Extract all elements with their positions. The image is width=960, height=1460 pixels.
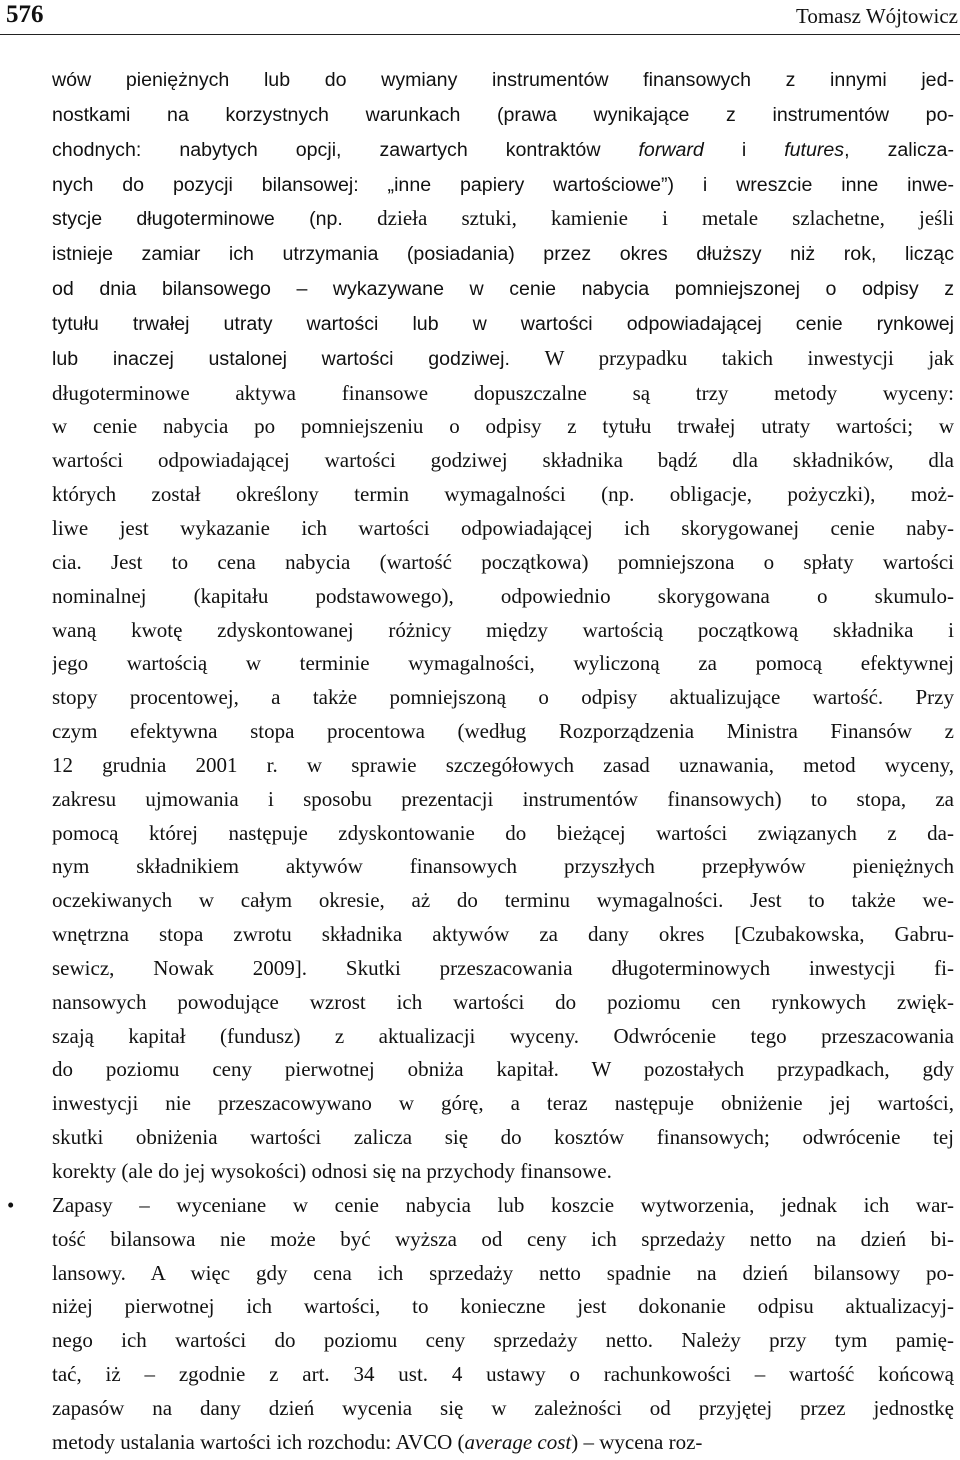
text-segment: nym składnikiem aktywów finansowych przyszłych przepływów pieniężnych: [52, 854, 954, 879]
text-segment: waną kwotę zdyskontowanej różnicy między wartością początkową składnika i: [52, 617, 954, 642]
text-segment: do poziomu ceny pierwotnej obniża kapitał. W pozostałych przypadkach, gdy: [52, 1057, 954, 1082]
continuation-line: [52, 614, 954, 648]
continuation-line: [52, 546, 954, 580]
continuation-line: [52, 986, 954, 1020]
continuation-line: [52, 1053, 954, 1087]
continuation-line: [52, 681, 954, 715]
text-segment: tać, iż – zgodnie z art. 34 ust. 4 ustawy o rachunkowości – wartość końcową: [52, 1362, 954, 1387]
text-segment: i: [703, 138, 785, 161]
bullet-icon: •: [7, 1192, 15, 1217]
text-segment: liwe jest wykazanie ich wartości odpowiadającej ich skorygowanej cenie naby-: [52, 515, 954, 540]
text-segment: istnieje zamiar ich utrzymania (posiadania) przez okres dłuższy niż rok, licząc: [52, 243, 954, 266]
text-segment: lansowy. A więc gdy cena ich sprzedaży netto spadnie na dzień bilansowy po-: [52, 1260, 954, 1285]
text-segment: skutki obniżenia wartości zalicza się do kosztów finansowych; odwrócenie tej: [52, 1125, 954, 1150]
continuation-line: [52, 202, 954, 237]
text-segment: tytułu trwałej utraty wartości lub w wartości odpowiadającej cenie rynkowej: [52, 312, 954, 335]
text-segment: wartości odpowiadającej wartości godziwej składnika bądź dla składników, dla: [52, 448, 954, 473]
continuation-line: [52, 850, 954, 884]
continuation-line: [52, 783, 954, 817]
continuation-line: [52, 98, 954, 133]
bullet-line: [52, 1290, 954, 1324]
text-segment: tość bilansowa nie może być wyższa od ceny ich sprzedaży netto na dzień bi-: [52, 1226, 954, 1251]
text-segment: cia. Jest to cena nabycia (wartość początkowa) pomniejszona o spłaty wartości: [52, 549, 954, 574]
text-segment: nostkami na korzystnych warunkach (prawa wynikające z instrumentów po-: [52, 103, 954, 126]
text-segment: pomocą której następuje zdyskontowanie do bieżącej wartości związanych z da-: [52, 820, 954, 845]
continuation-line: [52, 512, 954, 546]
text-segment: szają kapitał (fundusz) z aktualizacji wyceny. Odwrócenie tego przeszacowania: [52, 1023, 954, 1048]
text-segment: W przypadku takich inwestycji jak: [544, 345, 954, 370]
running-head-author: Tomasz Wójtowicz: [795, 4, 958, 28]
continuation-line: [52, 307, 954, 342]
continuation-line: [52, 580, 954, 614]
bullet-line: [52, 1189, 954, 1223]
continuation-line: [52, 444, 954, 478]
continuation-line: [52, 237, 954, 272]
bullet-line: [52, 1257, 954, 1291]
bullet-line: [52, 1358, 954, 1392]
continuation-line: [52, 1020, 954, 1054]
text-segment: długoterminowe aktywa finansowe dopuszczalne są trzy metody wyceny:: [52, 380, 954, 405]
page-header: [0, 0, 960, 35]
bullet-line: [52, 1426, 954, 1460]
text-segment: oczekiwanych w całym okresie, aż do terminu wymagalności. Jest to także we-: [52, 888, 954, 913]
continuation-line: [52, 168, 954, 203]
bullet-line: [52, 1324, 954, 1358]
text-segment: zakresu ujmowania i sposobu prezentacji instrumentów finansowych) to stopa, za: [52, 786, 954, 811]
text-segment: Zapasy – wyceniane w cenie nabycia lub koszcie wytworzenia, jednak ich war-: [52, 1192, 954, 1217]
text-segment: 12 grudnia 2001 r. w sprawie szczegółowych zasad uznawania, metod wyceny,: [52, 752, 954, 777]
continuation-line: [52, 1121, 954, 1155]
continuation-line: [52, 918, 954, 952]
continuation-line: [52, 63, 954, 98]
continuation-line: [52, 749, 954, 783]
text-segment: stycje długoterminowe (np.: [52, 208, 378, 231]
text-segment: forward: [638, 138, 704, 161]
text-segment: average cost: [464, 1429, 572, 1454]
text-segment: inwestycji nie przeszacowywano w górę, a teraz następuje obniżenie jej wartości,: [52, 1091, 954, 1116]
continuation-line: [52, 410, 954, 444]
continuation-line: [52, 952, 954, 986]
continuation-line: [52, 272, 954, 307]
continuation-line: [52, 647, 954, 681]
text-segment: wów pieniężnych lub do wymiany instrumentów finansowych z innymi jed-: [52, 69, 954, 91]
text-segment: , zalicza-: [844, 138, 954, 161]
text-segment: wnętrzna stopa zwrotu składnika aktywów za dany okres [Czubakowska, Gabru-: [52, 922, 954, 947]
body-text: [7, 63, 954, 1460]
text-segment: chodnych: nabytych opcji, zawartych kontraktów: [52, 138, 639, 161]
text-segment: korekty (ale do jej wysokości) odnosi się na przychody finansowe.: [52, 1159, 612, 1183]
continuation-line: [52, 133, 954, 168]
text-segment: jego wartością w terminie wymagalności, wyliczoną za pomocą efektywnej: [52, 651, 954, 676]
text-segment: zapasów na dany dzień wycenia się w zależności od przyjętej przez jednostkę: [52, 1395, 954, 1420]
text-segment: nominalnej (kapitału podstawowego), odpowiednio skorygowana o skumulo-: [52, 583, 954, 608]
continuation-paragraph: [52, 63, 954, 1189]
text-segment: metody ustalania wartości ich rozchodu: AVCO (: [52, 1429, 465, 1454]
continuation-line: [52, 817, 954, 851]
bullet-line: [52, 1223, 954, 1257]
continuation-line: [52, 377, 954, 411]
continuation-line: [52, 1155, 954, 1189]
text-segment: czym efektywna stopa procentowa (według Rozporządzenia Ministra Finansów z: [52, 719, 954, 744]
text-segment: w cenie nabycia po pomniejszeniu o odpisy z tytułu trwałej utraty wartości; w: [52, 414, 954, 439]
continuation-line: [52, 884, 954, 918]
page-number: 576: [6, 1, 44, 28]
text-segment: futures: [784, 138, 845, 161]
text-segment: od dnia bilansowego – wykazywane w cenie nabycia pomniejszonej o odpisy z: [52, 278, 954, 301]
continuation-line: [52, 1087, 954, 1121]
text-segment: dzieła sztuki, kamienie i metale szlachetne, jeśli: [377, 206, 954, 231]
text-segment: lub inaczej ustalonej wartości godziwej.: [52, 347, 545, 370]
text-segment: których został określony termin wymagalności (np. obligacje, pożyczki), moż-: [52, 482, 954, 507]
bullet-line: [52, 1392, 954, 1426]
text-segment: ) – wycena roz-: [571, 1429, 703, 1454]
text-segment: nych do pozycji bilansowej: „inne papiery wartościowe”) i wreszcie inne inwe-: [52, 173, 954, 196]
bullet-item-zapasy: [7, 1189, 954, 1460]
text-segment: sewicz, Nowak 2009]. Skutki przeszacowania długoterminowych inwestycji fi-: [52, 955, 954, 980]
continuation-line: [52, 715, 954, 749]
text-segment: stopy procentowej, a także pomniejszoną o odpisy aktualizujące wartość. Przy: [52, 685, 954, 710]
text-segment: niżej pierwotnej ich wartości, to konieczne jest dokonanie odpisu aktualizacyj-: [52, 1294, 954, 1319]
text-segment: nego ich wartości do poziomu ceny sprzedaży netto. Należy przy tym pamię-: [52, 1328, 954, 1353]
continuation-line: [52, 478, 954, 512]
text-segment: nansowych powodujące wzrost ich wartości do poziomu cen rynkowych zwięk-: [52, 989, 954, 1014]
continuation-line: [52, 342, 954, 377]
